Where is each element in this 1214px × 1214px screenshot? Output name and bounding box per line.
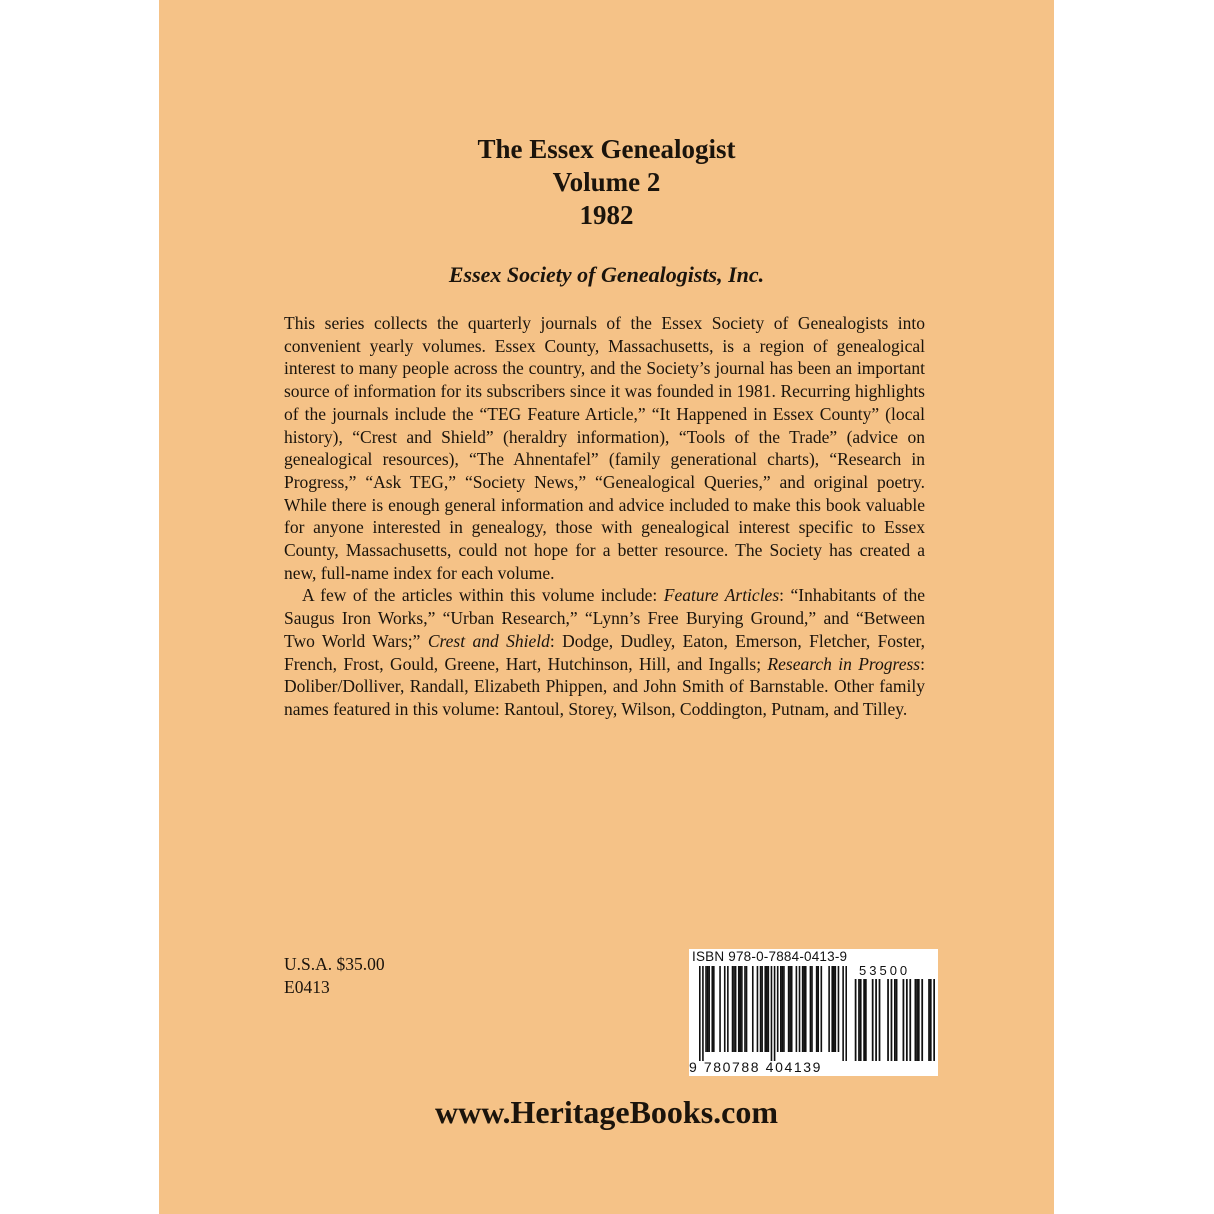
barcode-bar [855,979,857,1061]
barcode-bar [831,966,833,1052]
barcode-bar [833,966,835,1052]
barcode-bar [810,966,812,1052]
p2-label-feature-articles: Feature Articles [663,585,780,606]
barcode-bar [875,979,877,1061]
barcode-bar [757,966,759,1052]
barcode-bar [705,966,707,1052]
barcode-bar [835,966,837,1052]
p2-text-3: : Doliber/Dolliver, Randall, Elizabeth Phippen, and John Smith of Barnstable. Other family names featured in this volume: Rantoul, Storey, Wilson, Coddington, Putnam, and Tilley. [284,653,925,719]
barcode-bar [811,966,813,1052]
barcode-bar [821,966,823,1052]
ean-bars [699,966,847,1061]
barcode-bar [802,966,804,1052]
barcode-bar [780,966,782,1052]
barcode-bar [828,966,830,1052]
p2-intro: A few of the articles within this volume include: [302,585,664,606]
barcode-bar [906,979,908,1061]
barcode-bar [863,979,865,1061]
price: U.S.A. $35.00 [284,954,385,974]
barcode-bar [858,979,860,1061]
barcode-bar [799,966,801,1052]
barcode-bar [805,966,807,1052]
price-block [284,953,385,999]
barcode-bar [789,966,791,1052]
title-line-3: 1982 [579,200,634,230]
barcode-bar [916,979,918,1061]
barcode-bar [918,979,920,1061]
barcode-bar [915,979,917,1061]
barcode-bar [774,966,776,1061]
p2-label-research-in-progress: Research in Progress [767,653,921,674]
p2-label-crest-and-shield: Crest and Shield [427,630,550,651]
barcode-bar [761,966,763,1052]
description-paragraph-1: This series collects the quarterly journals of the Essex Society of Genealogists into convenient yearly volumes. Essex County, Massachusetts, is a region of genealogical interest to many people across the country, and the Society’s journal has been an important source of information for its subscribers since it was founded in 1981. Recurring highlights of the journals include the “TEG Feature Article,” “It Happened in Essex County” (local history), “Crest and Shield” (heraldry information), “Tools of the Trade” (advice on genealogical resources), “The Ahnentafel” (family generational charts), “Research in Progress,” “Ask TEG,” “Society News,” “Genealogical Queries,” and original poetry. While there is enough general information and advice included to make this book valuable for anyone interested in genealogy, those with genealogical interest specific to Essex County, Massachusetts, could not hope for a better resource. The Society has created a new, full-name index for each volume. [284,313,925,583]
barcode-bar [777,966,779,1052]
title-line-1: The Essex Genealogist [477,134,736,164]
ean-digits: 9 780788 404139 [689,1059,822,1075]
back-cover [159,0,1054,1214]
description-paragraph-2 [284,584,925,720]
barcode-bar [903,979,905,1061]
barcode-bar [724,966,726,1052]
p2-text-1: : “Inhabitants of the Saugus Iron Works,” “Urban Research,” “Lynn’s Free Burying Ground,” and “Between Two World Wars;” [284,585,925,651]
barcode-bar [702,966,704,1061]
barcode-bar [741,966,743,1052]
barcode-bar [768,966,770,1052]
barcode-bar [838,966,840,1052]
barcode-bar [896,979,898,1061]
barcode-bar [909,979,911,1061]
barcode-bar [727,966,729,1052]
barcode-bar [771,966,773,1061]
product-code: E0413 [284,977,330,997]
barcode-bar [891,979,893,1061]
barcode-bar [764,966,766,1052]
barcode-bar [930,979,932,1061]
barcode-bar [782,966,784,1052]
barcode-bar [788,966,790,1052]
barcode-bar [752,966,754,1052]
barcode-bar [740,966,742,1052]
barcode-bar [894,979,896,1061]
barcode-bar [887,979,889,1061]
barcode-bar [719,966,721,1052]
p2-text-2: : Dodge, Dudley, Eaton, Emerson, Fletcher, Foster, French, Frost, Gould, Greene, Hart, Hutchinson, Hill, and Ingalls; [284,630,926,674]
barcode-bar [865,979,867,1061]
description [284,312,925,721]
barcode-bar [803,966,805,1052]
website-url: www.HeritageBooks.com [434,1094,779,1130]
barcode-bar [783,966,785,1052]
barcode-bar [735,966,737,1052]
barcode-bar [746,966,748,1052]
barcode-bar [817,966,819,1052]
barcode-bar [738,966,740,1052]
barcode-bar [699,966,701,1061]
barcode-bar [713,966,715,1052]
barcode-bar [842,966,844,1061]
barcode-bar [766,966,768,1052]
title-line-2: Volume 2 [552,167,661,197]
barcode-bar [845,966,847,1061]
barcode-bar [928,979,930,1061]
publisher-name: Essex Society of Genealogists, Inc. [448,262,765,287]
barcode-bar [872,979,874,1061]
barcode-bar [933,979,935,1061]
barcode-bar [711,966,713,1052]
addon-bars [853,979,935,1061]
barcode-bar [816,966,818,1052]
barcode-bar [708,966,710,1052]
barcode-bar [732,966,734,1052]
isbn-barcode [689,949,938,1076]
barcode-bar [707,966,709,1052]
barcode-bar [791,966,793,1052]
isbn-label: ISBN 978-0-7884-0413-9 [692,949,848,964]
barcode-bar [879,979,881,1061]
barcode-bar [860,979,862,1061]
addon-digits: 53500 [859,963,911,978]
barcode-bar [796,966,798,1052]
book-title [159,133,1054,232]
barcode-bar [733,966,735,1052]
barcode-bar [921,979,923,1061]
barcode-bar [760,966,762,1052]
barcode-bar [744,966,746,1052]
